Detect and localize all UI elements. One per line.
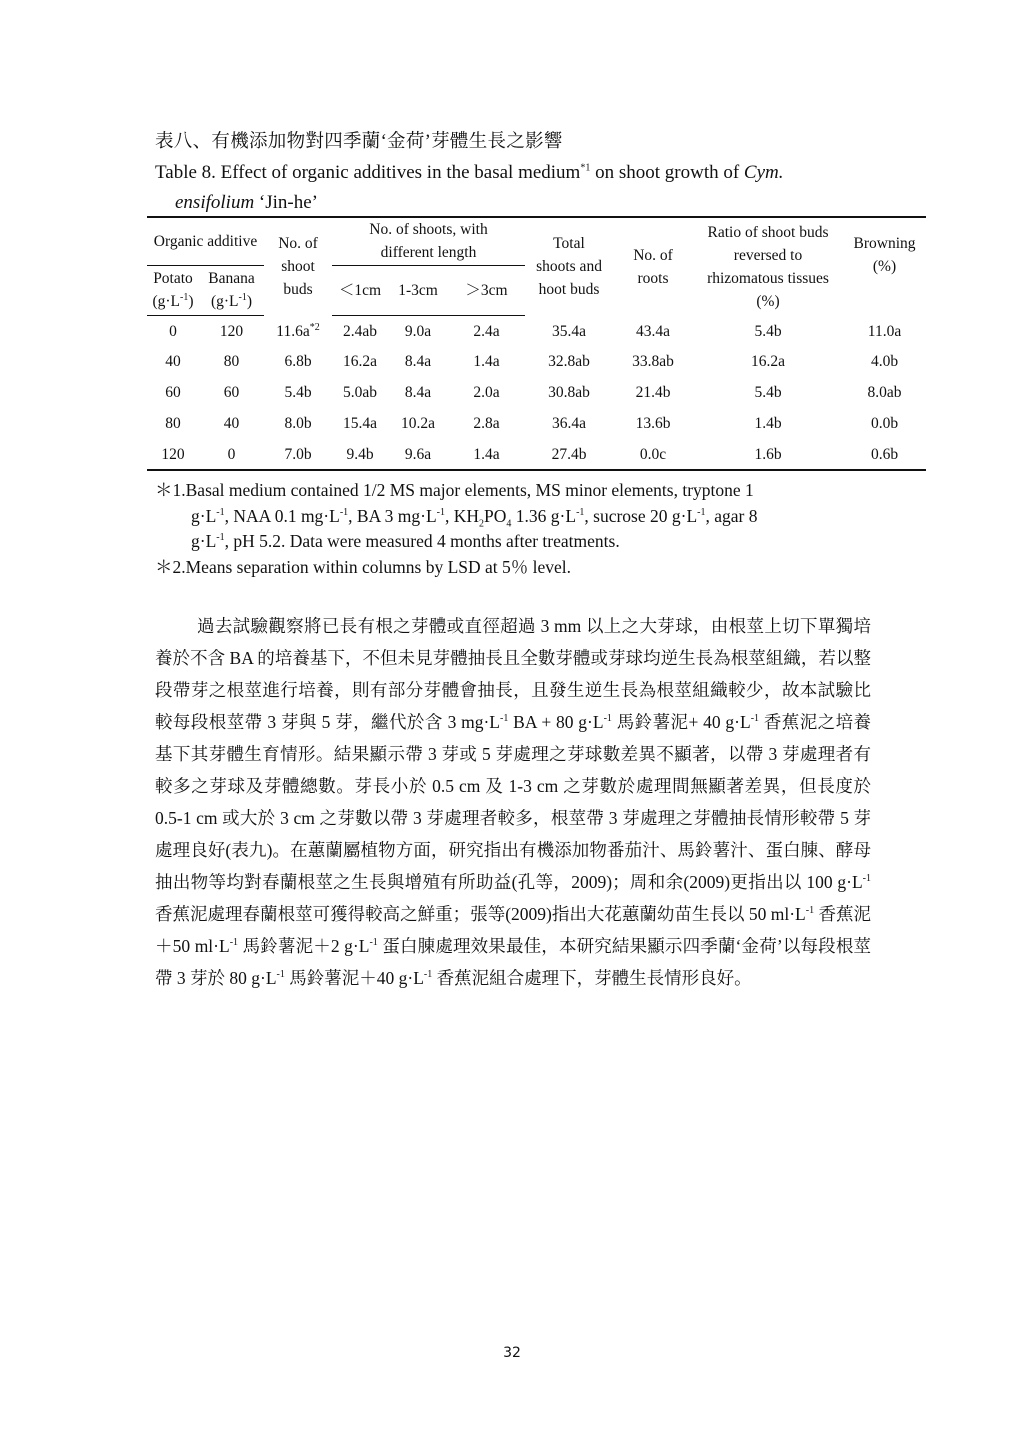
cell-total: 36.4a [551,415,586,432]
unit-potato: $(g\cdot L^{-1})$ [152,291,194,310]
cell-lt1: 5.0ab [342,384,377,401]
cell-roots: 0.0c [613,439,693,470]
cell-lt1: 9.4b [332,439,388,470]
cell-1-3: 9.0a [404,323,432,341]
caption-prefix: Table 8. Effect of organic additives in the basal medium [155,162,581,183]
cell-roots: 43.4a [635,323,670,340]
cell-total: 35.4a [551,323,586,340]
cell-banana: 40 [223,415,240,432]
header-potato: Potato $(g\cdot L^{-1})$ [147,265,199,315]
caption-line-2 [155,188,885,218]
cell-banana: 60 [223,384,240,401]
header-shoot-buds: No. of shoot buds [264,217,332,315]
cell-banana: 0 [199,439,264,470]
cell-browning: 8.0ab [867,384,902,401]
cell-gt3: 1.4a [473,353,500,370]
cell-1-3: 10.2a [400,415,435,432]
table-footnotes [155,478,875,580]
cell-browning: 0.0b [870,415,899,432]
cell-ratio: 16.2a [750,353,785,370]
cell-lt1: 16.2a [342,353,377,370]
header-browning: Browning (%) [843,217,926,315]
table-caption-chinese: 表八、有機添加物對四季蘭‘金荷’芽體生長之影響 [155,132,563,152]
data-table [147,216,926,471]
page-number: 32 [503,1345,521,1361]
cell-buds: 8.0b [284,415,312,432]
header-ratio-reversed: Ratio of shoot buds reversed to rhizomatous tissues (%) [693,217,843,315]
table-row [147,377,926,408]
cell-total: 27.4b [525,439,613,470]
caption-footnote-mark: *1 [580,162,591,174]
cell-roots: 13.6b [635,415,671,432]
cell-ratio: 1.4b [754,415,782,432]
table-row [147,439,926,470]
table-row [147,408,926,439]
caption-mid: on shoot growth of [590,162,744,183]
cell-lt1: 2.4ab [342,323,377,341]
caption-species-epithet: ensifolium [175,192,255,213]
cell-buds: 7.0b [264,439,332,470]
footnote-2: ＊2.Means separation within columns by LSD at 5％ level. [155,556,572,577]
cell-gt3: 2.8a [473,415,500,432]
header-total-shoots: Total shoots and hoot buds [525,217,613,315]
header-len-gt3: ＞3cm [448,265,525,315]
cell-potato: 60 [165,384,181,401]
table-caption-english [155,158,885,218]
cell-browning: 0.6b [843,439,926,470]
cell-banana: 80 [223,353,240,370]
table-row [147,346,926,377]
caption-species-genus: Cym. [743,162,784,183]
header-roots: No. of roots [613,217,693,315]
buds-footnote-mark: *2 [309,321,320,333]
cell-total: 32.8ab [548,353,590,370]
header-len-1-3: 1-3cm [388,265,448,315]
cell-total: 30.8ab [548,384,590,401]
cell-buds: 6.8b [284,353,312,370]
cell-browning: 4.0b [870,353,899,370]
cell-ratio: 5.4b [754,384,782,401]
header-len-lt1: ＜1cm [332,265,388,315]
header-banana: Banana $(g\cdot L^{-1})$ [199,265,264,315]
cell-1-3: 8.4a [404,384,432,401]
unit-banana: $(g\cdot L^{-1})$ [210,291,253,310]
cell-roots: 21.4b [635,384,671,401]
header-shoot-length-group: No. of shoots, with different length [332,217,525,265]
cell-potato: 120 [147,439,199,470]
table-row [147,315,926,346]
cell-banana: 120 [219,323,244,341]
cell-roots: 33.8ab [632,353,674,370]
cell-ratio: 5.4b [754,323,782,340]
footnote-1: ＊1.Basal medium contained 1/2 MS major elements, MS minor elements, tryptone 1 $g\cdot L^{-1}$, NAA 0.1 $mg\cdot L^{-1}$, BA 3 $mg\cdot L^{-1}$, $KH_2PO_4$ 1.36 $g\cdot L^{-1}$, sucrose 20 $g\cdot L^{-1}$, agar 8 $g\cdot L^{-1}$, pH 5.2. Data were measured 4 months after treatments. [155,480,758,551]
cell-buds: $11.6a^{*2}$ [276,321,320,340]
cell-buds: 5.4b [284,384,312,401]
cell-ratio: 1.6b [693,439,843,470]
body-paragraph: 過去試驗觀察將已長有根之芽體或直徑超過 3 mm 以上之大芽球，由根莖上切下單獨培養於不含 BA 的培養基下，不但未見芽體抽長且全數芽體或芽球均逆生長為根莖組織，若以整段帶芽之根莖進行培養，則有部分芽體會抽長，且發生逆生長為根莖組織較少，故本試驗比較每段根莖帶 3 芽與 5 芽，繼代於含 3 $mg\cdot L^{-1}$ BA + 80 $g\cdot L^{-1}$ 馬鈴薯泥+ 40 $g\cdot L^{-1}$ 香蕉泥之培養基下其芽體生育情形。結果顯示帶 3 芽或 5 芽處理之芽球數差異不顯著，以帶 3 芽處理者有較多之芽球及芽體總數。芽長小於 0.5 cm 及 1-3 cm 之芽數於處理間無顯著差異，但長度於 0.5-1 cm 或大於 3 cm 之芽數以帶 3 芽處理者較多，根莖帶 3 芽處理之芽體抽長情形較帶 5 芽處理良好(表九)。在蕙蘭屬植物方面，研究指出有機添加物番茄汁、馬鈴薯汁、蛋白腖、酵母抽出物等均對春蘭根莖之生長與增殖有所助益(孔等，2009)；周和余(2009)更指出以 100 $g\cdot L^{-1}$ 香蕉泥處理春蘭根莖可獲得較高之鮮重；張等(2009)指出大花蕙蘭幼苗生長以 50 $ml\cdot L^{-1}$ 香蕉泥＋50 $ml\cdot L^{-1}$ 馬鈴薯泥＋2 $g\cdot L^{-1}$ 蛋白腖處理效果最佳，本研究結果顯示四季蘭‘金荷’以每段根莖帶 3 芽於 80 $g\cdot L^{-1}$ 馬鈴薯泥＋40 $g\cdot L^{-1}$ 香蕉泥組合處理下，芽體生長情形良好。 [155,616,872,988]
cell-potato: 80 [165,415,181,432]
cell-lt1: 15.4a [342,415,377,432]
cell-potato: 40 [165,353,181,370]
cell-potato: 0 [169,323,177,341]
caption-cultivar: ‘Jin-he’ [254,192,319,213]
cell-1-3: 8.4a [404,353,432,370]
header-row-1 [147,217,926,265]
cell-gt3: 1.4a [448,439,525,470]
cell-gt3: 2.4a [473,323,500,341]
cell-gt3: 2.0a [473,384,500,401]
header-organic-additive: Organic additive [147,217,264,265]
cell-browning: 11.0a [867,323,902,340]
cell-1-3: 9.6a [388,439,448,470]
